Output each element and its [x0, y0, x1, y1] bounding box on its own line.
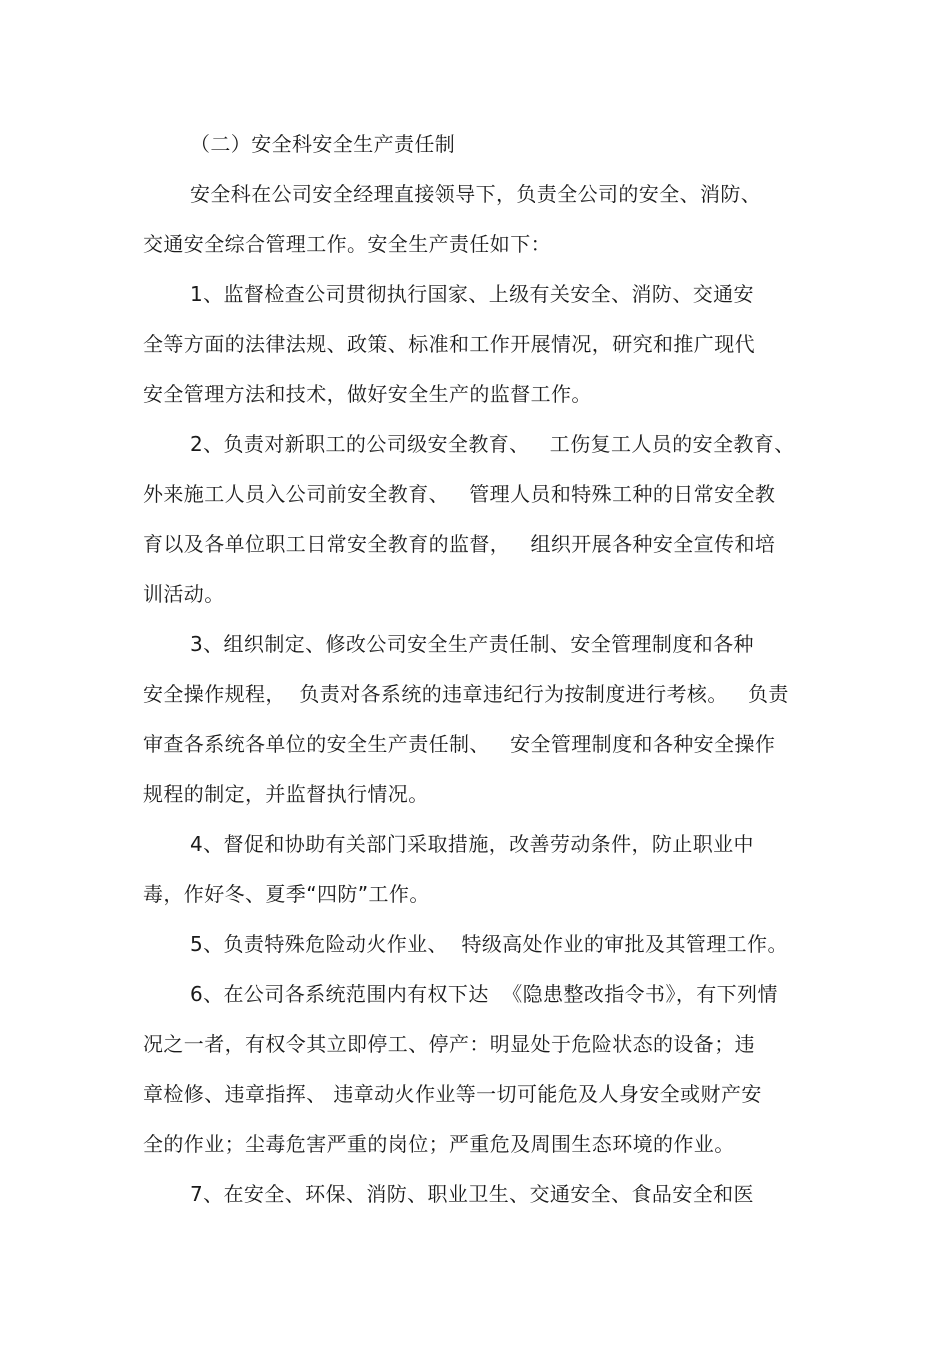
item-3-line-4: 规程的制定，并监督执行情况。	[143, 782, 429, 806]
item-1-line-2: 全等方面的法律法规、政策、标准和工作开展情况，研究和推广现代	[143, 332, 755, 356]
intro-line-1: 安全科在公司安全经理直接领导下，负责全公司的安全、消防、	[190, 182, 762, 206]
item-2-line-1: 2、负责对新职工的公司级安全教育、 工伤复工人员的安全教育、	[190, 432, 795, 456]
item-1-line-1: 1、监督检查公司贯彻执行国家、上级有关安全、消防、交通安	[190, 282, 754, 306]
item-4-line-2: 毒，作好冬、夏季“四防”工作。	[143, 882, 430, 906]
item-6-line-2: 况之一者，有权令其立即停工、停产：明显处于危险状态的设备；违	[143, 1032, 755, 1056]
intro-line-2: 交通安全综合管理工作。安全生产责任如下：	[143, 232, 551, 256]
item-6-line-3: 章检修、违章指挥、 违章动火作业等一切可能危及人身安全或财产安	[143, 1082, 762, 1106]
item-4-line-1: 4、督促和协助有关部门采取措施，改善劳动条件，防止职业中	[190, 832, 754, 856]
item-1-line-3: 安全管理方法和技术，做好安全生产的监督工作。	[143, 382, 592, 406]
item-2-line-2: 外来施工人员入公司前安全教育、 管理人员和特殊工种的日常安全教	[143, 482, 776, 506]
item-3-line-2: 安全操作规程， 负责对各系统的违章违纪行为按制度进行考核。 负责	[143, 682, 789, 706]
item-5-line-1: 5、负责特殊危险动火作业、 特级高处作业的审批及其管理工作。	[190, 932, 788, 956]
item-6-line-1: 6、在公司各系统范围内有权下达 《隐患整改指令书》，有下列情	[190, 982, 778, 1006]
item-3-line-1: 3、组织制定、修改公司安全生产责任制、安全管理制度和各种	[190, 632, 754, 656]
section-heading: （二）安全科安全生产责任制	[190, 132, 456, 156]
item-6-line-4: 全的作业；尘毒危害严重的岗位；严重危及周围生态环境的作业。	[143, 1132, 735, 1156]
item-3-line-3: 审查各系统各单位的安全生产责任制、 安全管理制度和各种安全操作	[143, 732, 776, 756]
item-2-line-3: 育以及各单位职工日常安全教育的监督， 组织开展各种安全宣传和培	[143, 532, 776, 556]
item-2-line-4: 训活动。	[143, 582, 225, 606]
item-7-line-1: 7、在安全、环保、消防、职业卫生、交通安全、食品安全和医	[190, 1182, 754, 1206]
